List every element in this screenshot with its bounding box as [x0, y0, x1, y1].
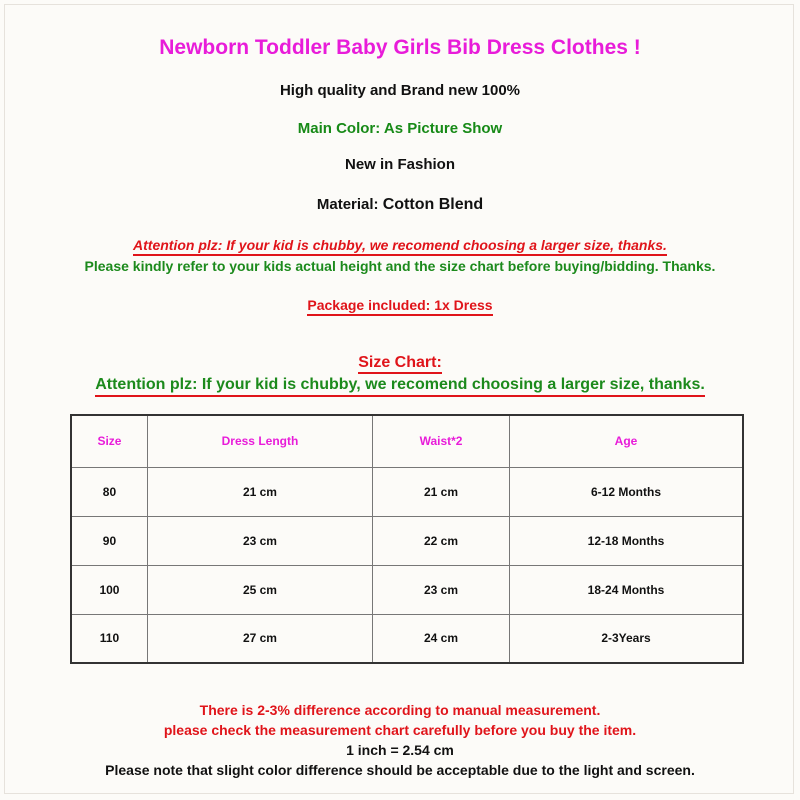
- cell-waist: 23 cm: [373, 565, 510, 614]
- cell-size: 100: [71, 565, 147, 614]
- cell-waist: 21 cm: [373, 467, 510, 516]
- size-chart-attention: [0, 376, 800, 394]
- table-row: [71, 565, 743, 614]
- cell-dress-length: 23 cm: [147, 516, 372, 565]
- quality-text: High quality and Brand new 100%: [279, 82, 521, 99]
- cell-size: 90: [71, 516, 147, 565]
- check-chart-note: please check the measurement chart carefully before you buy the item.: [163, 722, 637, 738]
- table-row: [71, 614, 743, 663]
- package-note: [0, 297, 800, 313]
- cell-dress-length: 27 cm: [147, 614, 372, 663]
- cell-age: 18-24 Months: [510, 565, 743, 614]
- cell-dress-length: 21 cm: [147, 467, 372, 516]
- material-label: Material:: [316, 196, 379, 213]
- cell-age: 6-12 Months: [510, 467, 743, 516]
- material-value: Cotton Blend: [382, 196, 484, 213]
- attention-note: [0, 237, 800, 253]
- main-color-text: Main Color: As Picture Show: [297, 120, 503, 137]
- measurement-note: There is 2-3% difference according to manual measurement.: [199, 702, 601, 718]
- material-line: [0, 196, 800, 214]
- inch-conversion-note: 1 inch = 2.54 cm: [346, 742, 454, 758]
- attention-note-text: Attention plz: If your kid is chubby, we recomend choosing a larger size, thanks.: [133, 237, 667, 256]
- color-difference-note: Please note that slight color difference should be acceptable due to the light and screen.: [105, 762, 695, 778]
- refer-note: Please kindly refer to your kids actual height and the size chart before buying/bidding. Thanks.: [84, 258, 716, 274]
- table-header-row: [71, 415, 743, 467]
- table-row: [71, 516, 743, 565]
- product-title: Newborn Toddler Baby Girls Bib Dress Clothes !: [159, 36, 641, 59]
- cell-age: 12-18 Months: [510, 516, 743, 565]
- header-dress-length: Dress Length: [147, 415, 372, 467]
- table-row: [71, 467, 743, 516]
- header-age: Age: [510, 415, 743, 467]
- cell-waist: 22 cm: [373, 516, 510, 565]
- size-chart-attention-text: Attention plz: If your kid is chubby, we recomend choosing a larger size, thanks.: [95, 376, 705, 397]
- cell-size: 110: [71, 614, 147, 663]
- cell-dress-length: 25 cm: [147, 565, 372, 614]
- package-note-text: Package included: 1x Dress: [307, 297, 492, 316]
- fashion-text: New in Fashion: [344, 156, 455, 173]
- header-waist: Waist*2: [373, 415, 510, 467]
- cell-age: 2-3Years: [510, 614, 743, 663]
- size-chart-title: Size Chart:: [358, 354, 442, 374]
- cell-waist: 24 cm: [373, 614, 510, 663]
- header-size: Size: [71, 415, 147, 467]
- size-table: [70, 414, 744, 664]
- cell-size: 80: [71, 467, 147, 516]
- size-chart-heading: [0, 354, 800, 372]
